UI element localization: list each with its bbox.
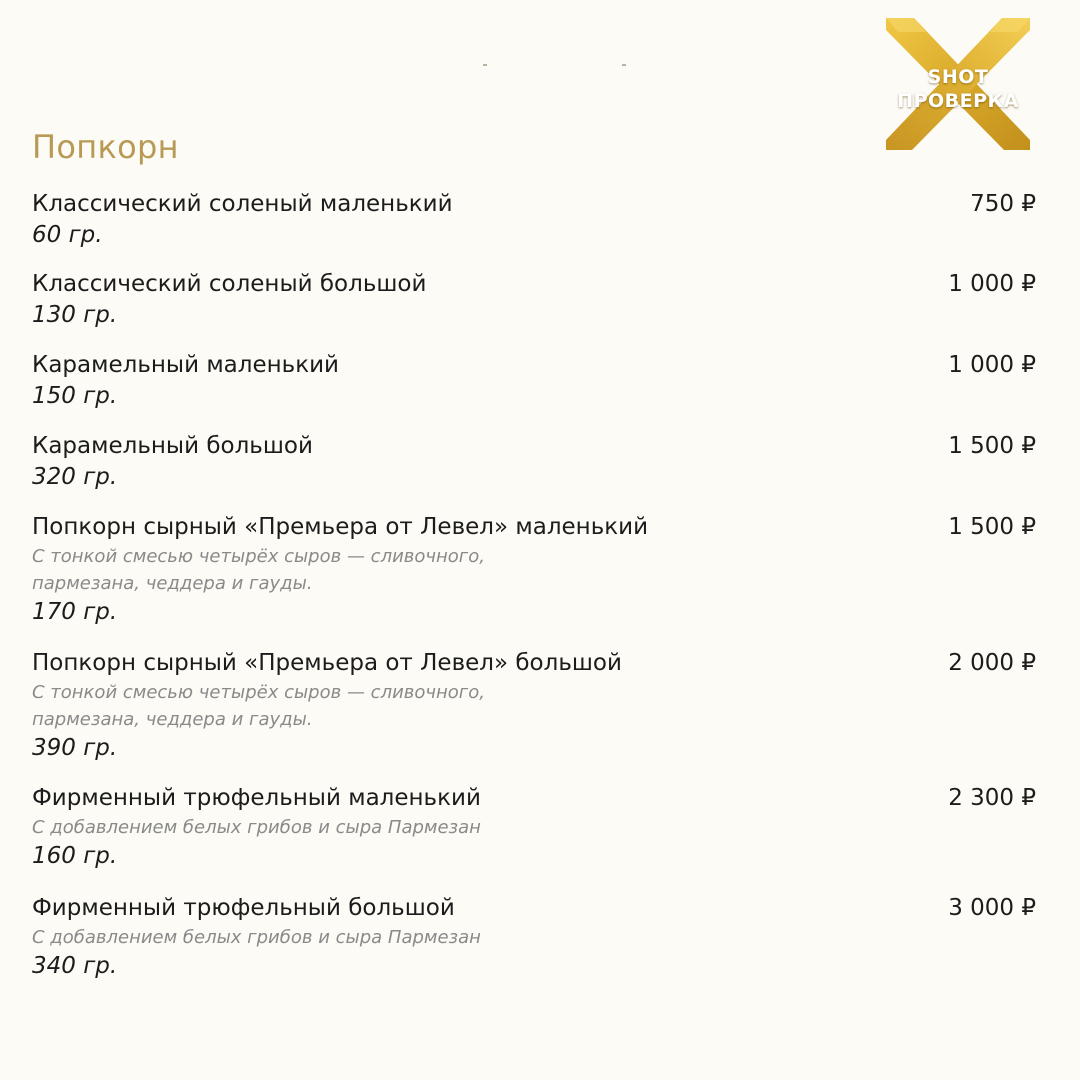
item-price: 2 300 ₽: [948, 785, 1036, 811]
item-name: Фирменный трюфельный маленький: [32, 785, 481, 811]
item-price: 750 ₽: [970, 191, 1036, 217]
item-weight: 320 гр.: [32, 464, 118, 490]
item-weight: 390 гр.: [32, 735, 118, 761]
item-name: Фирменный трюфельный большой: [32, 895, 455, 921]
item-name: Классический соленый маленький: [32, 191, 453, 217]
item-weight: 160 гр.: [32, 843, 118, 869]
menu-item: [32, 349, 1036, 412]
menu-item: [32, 268, 1036, 331]
item-description: С добавлением белых грибов и сыра Пармезан: [32, 817, 481, 838]
item-price: 1 000 ₽: [948, 352, 1036, 378]
menu-item: [32, 430, 1036, 493]
item-price: 3 000 ₽: [948, 895, 1036, 921]
menu-item: [32, 188, 1036, 251]
item-weight: 60 гр.: [32, 222, 103, 248]
item-weight: 130 гр.: [32, 302, 118, 328]
item-description: С тонкой смесью четырёх сыров — сливочного, пармезана, чеддера и гауды.: [32, 546, 485, 594]
item-name: Карамельный большой: [32, 433, 313, 459]
watermark-text-proverka: ПРОВЕРКА: [897, 90, 1019, 112]
decorative-speck: [483, 64, 487, 66]
item-price: 1 000 ₽: [948, 271, 1036, 297]
item-price: 1 500 ₽: [948, 433, 1036, 459]
item-price: 1 500 ₽: [948, 514, 1036, 540]
item-price: 2 000 ₽: [948, 650, 1036, 676]
item-description: С тонкой смесью четырёх сыров — сливочного, пармезана, чеддера и гауды.: [32, 682, 485, 730]
watermark-text-shot: SHOT: [927, 66, 989, 88]
item-name: Попкорн сырный «Премьера от Левел» большой: [32, 650, 622, 676]
item-name: Классический соленый большой: [32, 271, 427, 297]
menu-item: [32, 511, 1036, 628]
item-name: Карамельный маленький: [32, 352, 340, 378]
menu-item: [32, 782, 1036, 872]
menu-item: [32, 647, 1036, 764]
item-name: Попкорн сырный «Премьера от Левел» маленький: [32, 514, 649, 540]
section-title: Попкорн: [32, 128, 179, 166]
item-description: С добавлением белых грибов и сыра Пармезан: [32, 927, 481, 948]
item-weight: 340 гр.: [32, 953, 118, 979]
decorative-speck: [622, 64, 626, 66]
item-weight: 170 гр.: [32, 599, 118, 625]
menu-item: [32, 892, 1036, 982]
shot-watermark-logo: [876, 14, 1040, 154]
item-weight: 150 гр.: [32, 383, 118, 409]
